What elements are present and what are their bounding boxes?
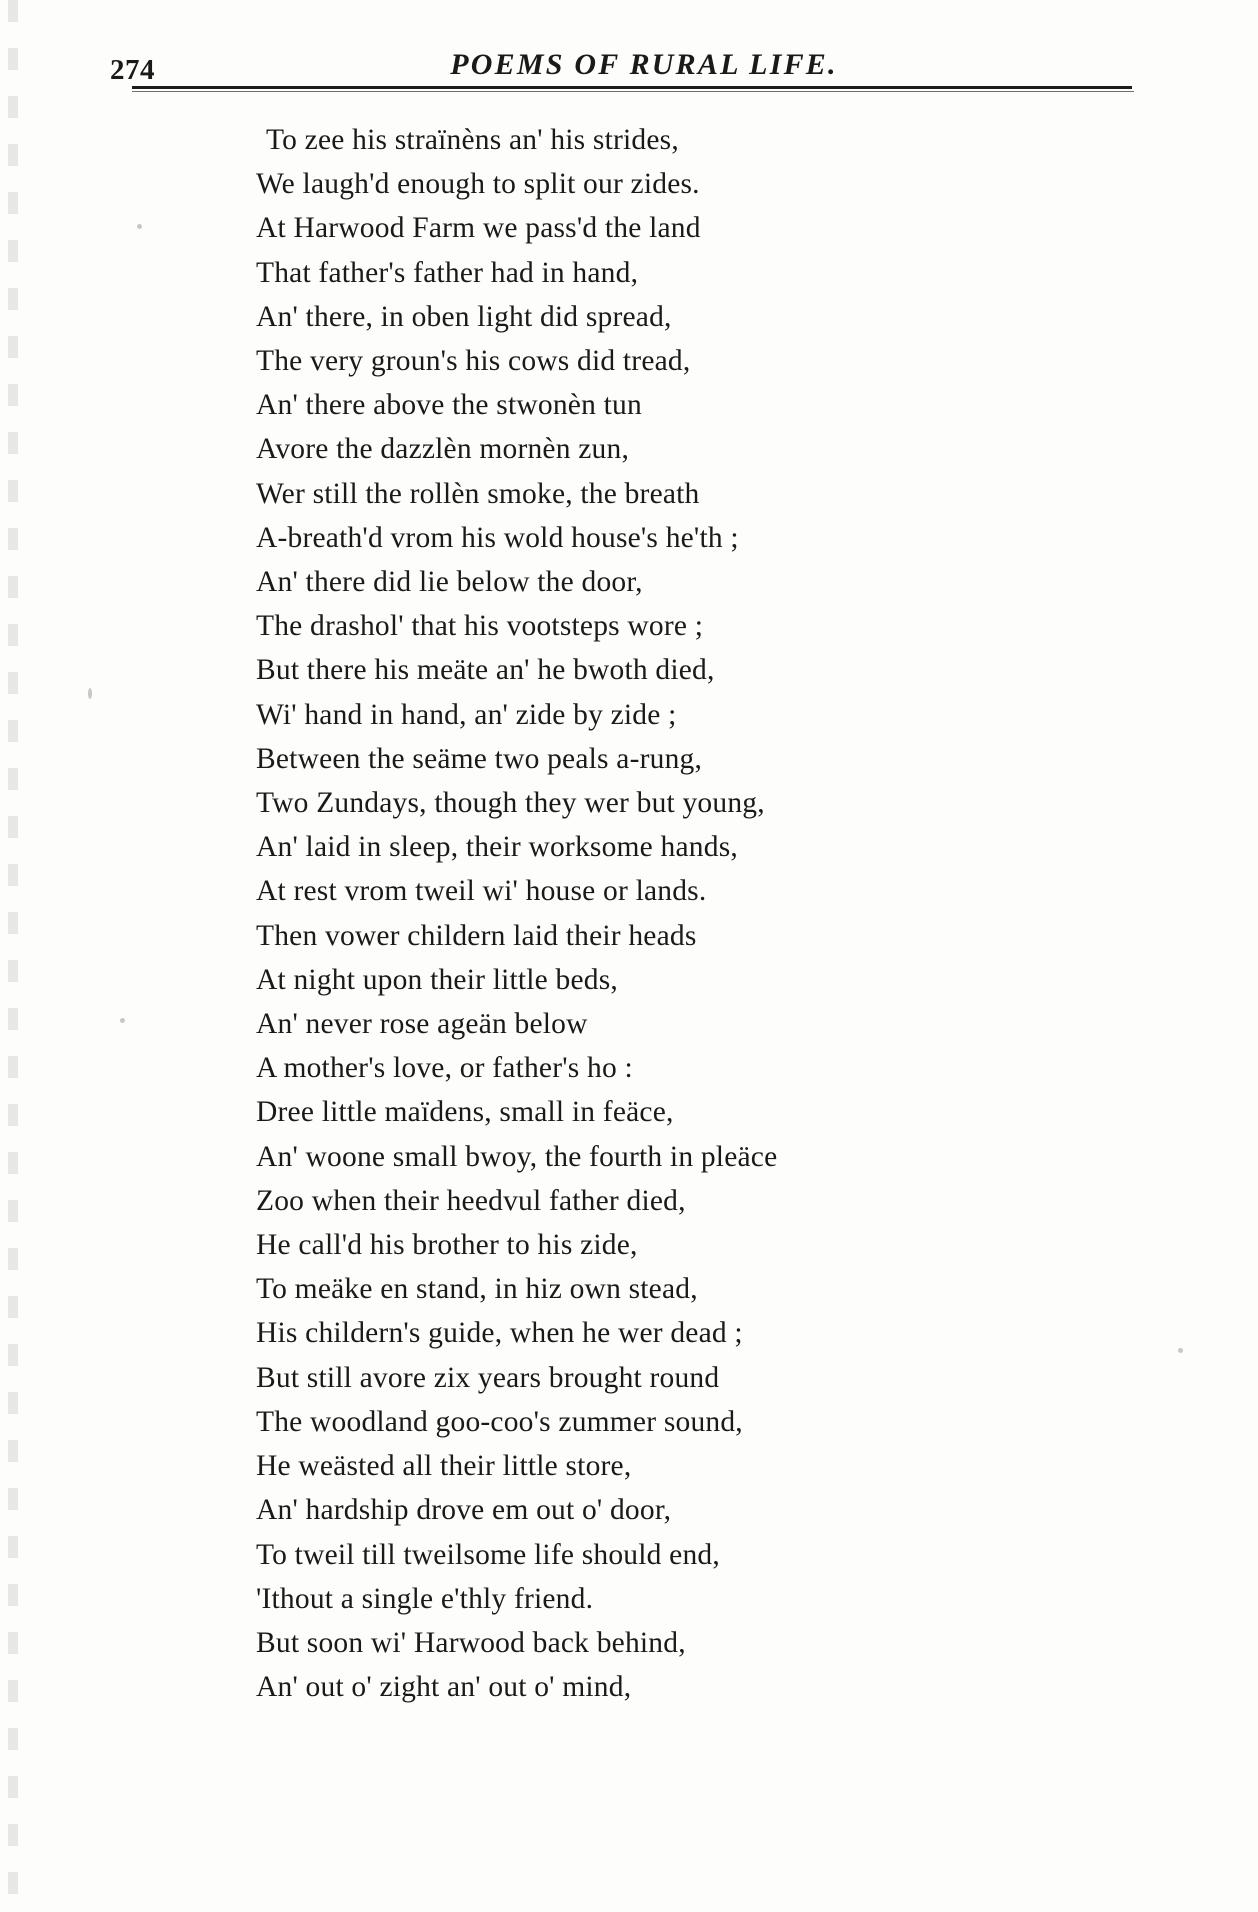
poem-line: To tweil till tweilsome life should end, — [256, 1538, 720, 1571]
header-rule — [132, 86, 1132, 89]
poem-line: An' never rose ageän below — [256, 1008, 588, 1041]
poem-line: The drashol' that his vootsteps wore ; — [256, 610, 704, 643]
poem-line: An' woone small bwoy, the fourth in pleäce — [256, 1140, 778, 1173]
speck — [1178, 1348, 1183, 1353]
speck — [88, 688, 92, 699]
poem-line: Two Zundays, though they wer but young, — [256, 787, 765, 820]
poem-line: A-breath'd vrom his wold house's he'th ; — [256, 521, 739, 554]
poem-line: 'Ithout a single e'thly friend. — [256, 1582, 594, 1615]
poem-line: But there his meäte an' he bwoth died, — [256, 654, 715, 687]
poem-line: To zee his straïnèns an' his strides, — [266, 124, 679, 156]
poem-line: He call'd his brother to his zide, — [256, 1229, 638, 1262]
poem-line: Between the seäme two peals a-rung, — [256, 742, 703, 775]
poem-line: His childern's guide, when he wer dead ; — [256, 1317, 743, 1350]
poem-line: An' laid in sleep, their worksome hands, — [256, 831, 738, 864]
poem-line: An' hardship drove em out o' door, — [256, 1494, 672, 1527]
poem-line: But still avore zix years brought round — [256, 1361, 720, 1394]
poem-line: The woodland goo-coo's zummer sound, — [256, 1405, 743, 1438]
poem-line: That father's father had in hand, — [256, 256, 639, 289]
poem-line: Zoo when their heedvul father died, — [256, 1184, 686, 1217]
poem-line: Dree little maïdens, small in feäce, — [256, 1096, 674, 1129]
running-head: POEMS OF RURAL LIFE. — [450, 48, 838, 81]
poem-line: Avore the dazzlèn mornèn zun, — [256, 433, 630, 466]
poem-line: An' out o' zight an' out o' mind, — [256, 1671, 632, 1704]
poem-line: An' there, in oben light did spread, — [256, 300, 672, 333]
poem-line: The very groun's his cows did tread, — [256, 345, 691, 378]
scan-edge-artifacts — [8, 0, 18, 1912]
poem-line: He weästed all their little store, — [256, 1450, 632, 1483]
poem-line: At night upon their little beds, — [256, 963, 618, 996]
poem-line: An' there above the stwonèn tun — [256, 389, 642, 422]
poem-line: Then vower childern laid their heads — [256, 919, 697, 952]
speck — [120, 1018, 125, 1023]
poem-line: A mother's love, or father's ho : — [256, 1052, 633, 1085]
poem-line: At Harwood Farm we pass'd the land — [256, 212, 701, 245]
poem-line: We laugh'd enough to split our zides. — [256, 168, 700, 201]
speck — [137, 224, 142, 229]
poem-line: Wer still the rollèn smoke, the breath — [256, 477, 700, 510]
page-number: 274 — [110, 54, 155, 86]
header-rule-thin — [132, 91, 1134, 92]
poem-body — [256, 118, 1136, 1709]
poem-line: An' there did lie below the door, — [256, 566, 643, 599]
poem-line: To meäke en stand, in hiz own stead, — [256, 1273, 698, 1306]
poem-line: But soon wi' Harwood back behind, — [256, 1626, 686, 1659]
poem-line: At rest vrom tweil wi' house or lands. — [256, 875, 707, 908]
poem-line: Wi' hand in hand, an' zide by zide ; — [256, 698, 677, 731]
page-header — [0, 26, 1258, 86]
